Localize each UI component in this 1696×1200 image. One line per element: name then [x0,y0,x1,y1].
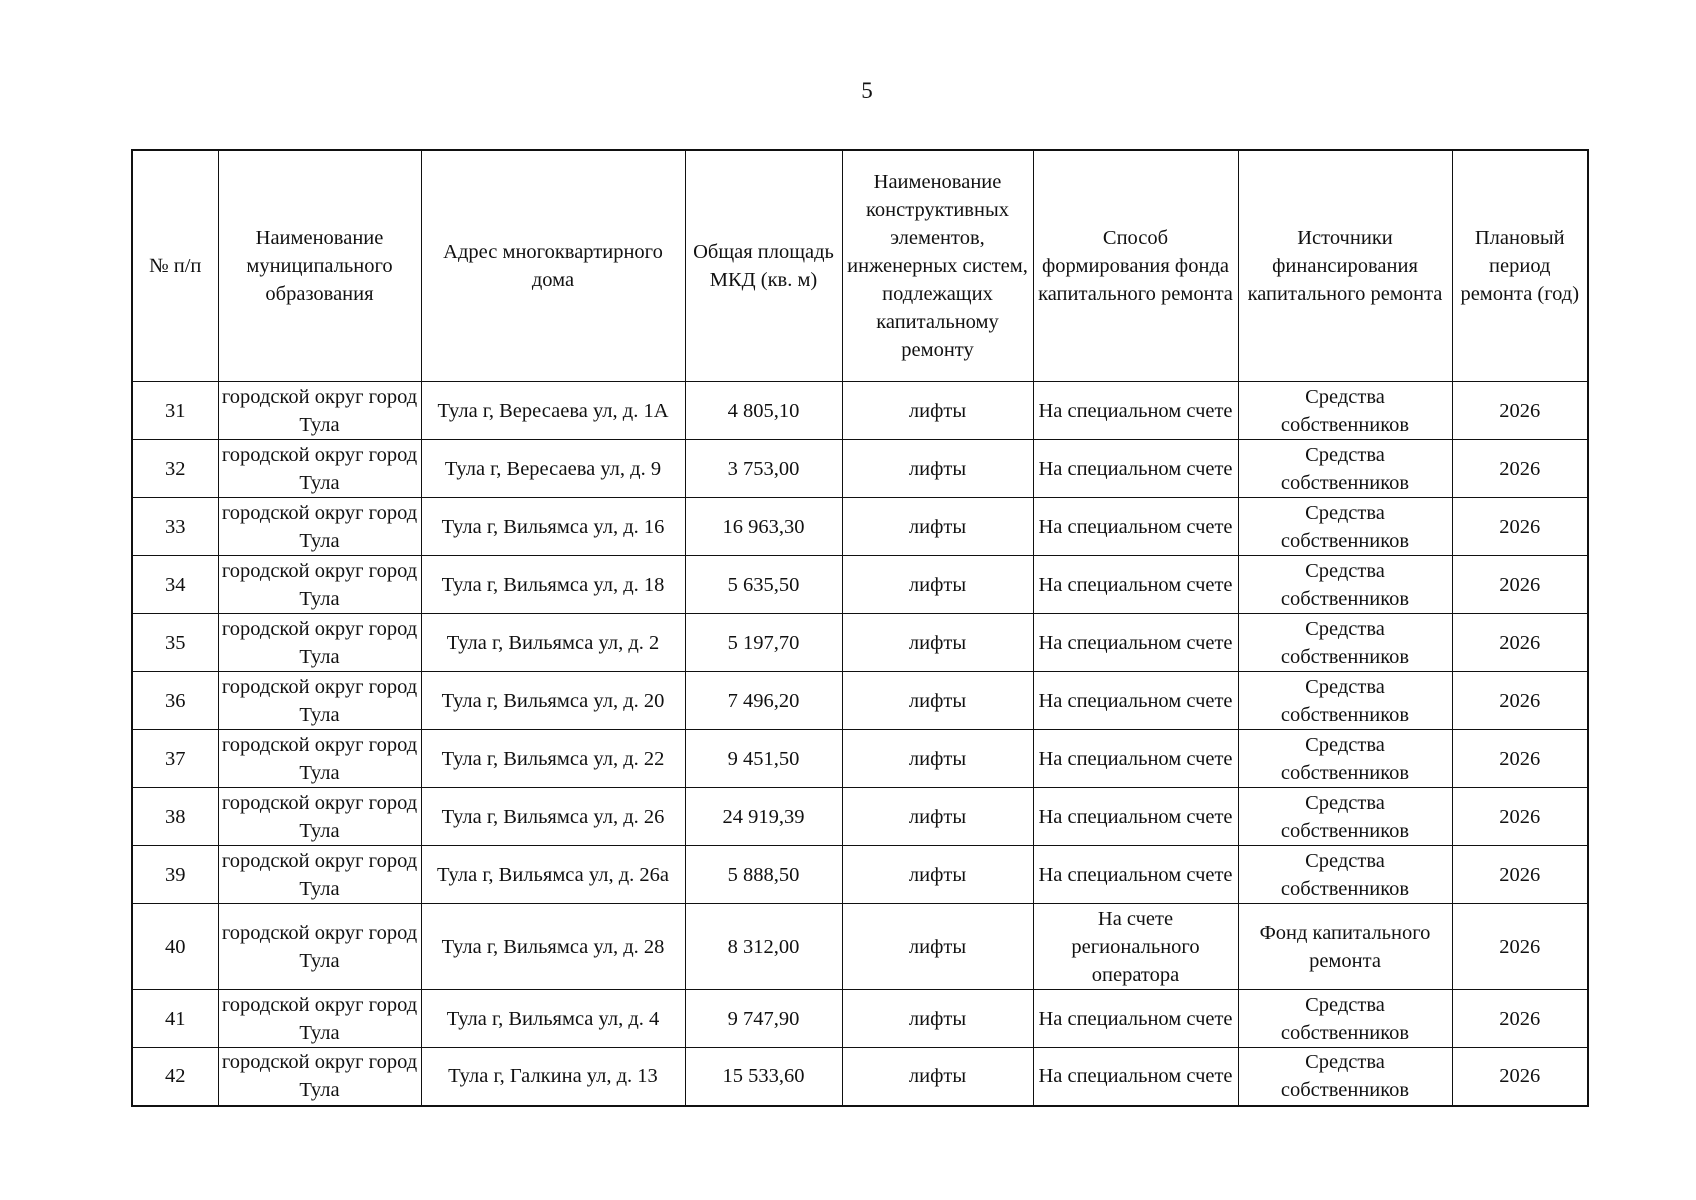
cell-address: Тула г, Вильямса ул, д. 26 [421,788,685,846]
table-row [132,904,1588,990]
cell-period: 2026 [1452,1048,1588,1106]
cell-period: 2026 [1452,672,1588,730]
table-header [132,150,1588,382]
cell-funding-source: Средства собственников [1238,990,1452,1048]
cell-address: Тула г, Вересаева ул, д. 1А [421,382,685,440]
cell-number: 33 [132,498,218,556]
cell-period: 2026 [1452,904,1588,990]
cell-elements: лифты [842,556,1033,614]
cell-number: 31 [132,382,218,440]
cell-area: 9 451,50 [685,730,842,788]
cell-number: 41 [132,990,218,1048]
cell-area: 4 805,10 [685,382,842,440]
cell-municipality: городской округ город Тула [218,440,421,498]
cell-municipality: городской округ город Тула [218,498,421,556]
cell-municipality: городской округ город Тула [218,556,421,614]
cell-fund-method: На счете регионального оператора [1033,904,1238,990]
cell-area: 24 919,39 [685,788,842,846]
table-row [132,556,1588,614]
table-row [132,498,1588,556]
cell-elements: лифты [842,614,1033,672]
cell-area: 16 963,30 [685,498,842,556]
cell-period: 2026 [1452,556,1588,614]
cell-elements: лифты [842,440,1033,498]
cell-number: 34 [132,556,218,614]
cell-number: 37 [132,730,218,788]
cell-elements: лифты [842,904,1033,990]
cell-period: 2026 [1452,440,1588,498]
table-row [132,440,1588,498]
cell-number: 39 [132,846,218,904]
cell-period: 2026 [1452,788,1588,846]
cell-period: 2026 [1452,382,1588,440]
cell-municipality: городской округ город Тула [218,672,421,730]
cell-area: 15 533,60 [685,1048,842,1106]
cell-funding-source: Фонд капитального ремонта [1238,904,1452,990]
cell-period: 2026 [1452,498,1588,556]
cell-fund-method: На специальном счете [1033,788,1238,846]
cell-area: 5 197,70 [685,614,842,672]
cell-funding-source: Средства собственников [1238,556,1452,614]
table-row [132,730,1588,788]
header-row [132,150,1588,382]
table-row [132,1048,1588,1106]
cell-address: Тула г, Галкина ул, д. 13 [421,1048,685,1106]
cell-fund-method: На специальном счете [1033,1048,1238,1106]
cell-elements: лифты [842,672,1033,730]
cell-period: 2026 [1452,846,1588,904]
cell-number: 36 [132,672,218,730]
cell-municipality: городской округ город Тула [218,788,421,846]
cell-fund-method: На специальном счете [1033,730,1238,788]
table-row [132,788,1588,846]
cell-municipality: городской округ город Тула [218,1048,421,1106]
cell-number: 42 [132,1048,218,1106]
page-number: 5 [861,78,873,103]
cell-area: 3 753,00 [685,440,842,498]
header-municipality: Наименование муниципального образования [218,150,421,382]
cell-area: 5 888,50 [685,846,842,904]
cell-area: 7 496,20 [685,672,842,730]
cell-fund-method: На специальном счете [1033,556,1238,614]
cell-funding-source: Средства собственников [1238,1048,1452,1106]
cell-funding-source: Средства собственников [1238,614,1452,672]
header-funding-source: Источники финансирования капитального ремонта [1238,150,1452,382]
table-body [132,382,1588,1106]
header-address: Адрес многоквартирного дома [421,150,685,382]
cell-elements: лифты [842,846,1033,904]
cell-municipality: городской округ город Тула [218,614,421,672]
cell-address: Тула г, Вильямса ул, д. 20 [421,672,685,730]
cell-address: Тула г, Вильямса ул, д. 4 [421,990,685,1048]
cell-municipality: городской округ город Тула [218,382,421,440]
cell-address: Тула г, Вильямса ул, д. 2 [421,614,685,672]
cell-period: 2026 [1452,730,1588,788]
header-elements: Наименование конструктивных элементов, инженерных систем, подлежащих капитальному ремонту [842,150,1033,382]
header-area: Общая площадь МКД (кв. м) [685,150,842,382]
table-row [132,990,1588,1048]
cell-elements: лифты [842,788,1033,846]
cell-elements: лифты [842,990,1033,1048]
header-period: Плановый период ремонта (год) [1452,150,1588,382]
cell-municipality: городской округ город Тула [218,730,421,788]
cell-address: Тула г, Вересаева ул, д. 9 [421,440,685,498]
cell-address: Тула г, Вильямса ул, д. 18 [421,556,685,614]
cell-area: 9 747,90 [685,990,842,1048]
table-row [132,382,1588,440]
cell-fund-method: На специальном счете [1033,498,1238,556]
cell-elements: лифты [842,498,1033,556]
cell-elements: лифты [842,730,1033,788]
cell-number: 38 [132,788,218,846]
cell-funding-source: Средства собственников [1238,788,1452,846]
cell-municipality: городской округ город Тула [218,846,421,904]
cell-area: 5 635,50 [685,556,842,614]
cell-fund-method: На специальном счете [1033,440,1238,498]
cell-funding-source: Средства собственников [1238,730,1452,788]
table-row [132,846,1588,904]
cell-period: 2026 [1452,614,1588,672]
cell-fund-method: На специальном счете [1033,614,1238,672]
cell-funding-source: Средства собственников [1238,382,1452,440]
cell-funding-source: Средства собственников [1238,440,1452,498]
cell-number: 35 [132,614,218,672]
cell-fund-method: На специальном счете [1033,846,1238,904]
header-number: № п/п [132,150,218,382]
capital-repair-table [131,149,1589,1107]
cell-area: 8 312,00 [685,904,842,990]
cell-elements: лифты [842,1048,1033,1106]
cell-municipality: городской округ город Тула [218,904,421,990]
cell-address: Тула г, Вильямса ул, д. 28 [421,904,685,990]
cell-number: 32 [132,440,218,498]
header-fund-method: Способ формирования фонда капитального ремонта [1033,150,1238,382]
cell-funding-source: Средства собственников [1238,498,1452,556]
table-row [132,614,1588,672]
cell-fund-method: На специальном счете [1033,672,1238,730]
cell-elements: лифты [842,382,1033,440]
cell-municipality: городской округ город Тула [218,990,421,1048]
cell-address: Тула г, Вильямса ул, д. 16 [421,498,685,556]
cell-address: Тула г, Вильямса ул, д. 22 [421,730,685,788]
cell-address: Тула г, Вильямса ул, д. 26а [421,846,685,904]
table-row [132,672,1588,730]
cell-funding-source: Средства собственников [1238,672,1452,730]
cell-fund-method: На специальном счете [1033,990,1238,1048]
cell-fund-method: На специальном счете [1033,382,1238,440]
cell-funding-source: Средства собственников [1238,846,1452,904]
cell-number: 40 [132,904,218,990]
cell-period: 2026 [1452,990,1588,1048]
